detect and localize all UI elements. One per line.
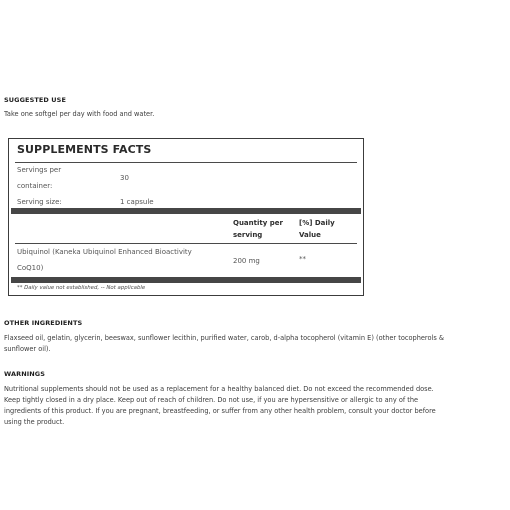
column-header-quantity-line1: Quantity per bbox=[233, 219, 283, 227]
suggested-use-text: Take one softgel per day with food and water. bbox=[4, 110, 155, 118]
serving-size-label: Serving size: bbox=[17, 198, 62, 206]
facts-thick-divider-bottom bbox=[11, 277, 361, 283]
servings-value: 30 bbox=[120, 174, 129, 182]
ingredient-quantity: 200 mg bbox=[233, 257, 260, 265]
other-ingredients-line1: Flaxseed oil, gelatin, glycerin, beeswax, sunflower lecithin, purified water, carob, d-alpha tocopherol (vitamin E) (other tocopherols & bbox=[4, 334, 445, 342]
warnings-line1: Nutritional supplements should not be used as a replacement for a healthy balanced diet. Do not exceed the recommended dose. bbox=[4, 385, 434, 393]
facts-thick-divider-top bbox=[11, 208, 361, 214]
other-ingredients-heading: OTHER INGREDIENTS bbox=[4, 319, 83, 327]
warnings-line3: ingredients of this product. If you are pregnant, breastfeeding, or suffer from any other health problem, consult your doctor before bbox=[4, 407, 436, 415]
facts-title-divider bbox=[15, 162, 357, 163]
supplement-facts-title: SUPPLEMENTS FACTS bbox=[17, 143, 152, 156]
facts-footnote: ** Daily value not established, -- Not applicable bbox=[17, 285, 146, 291]
serving-size-value: 1 capsule bbox=[120, 198, 154, 206]
column-header-daily-line1: [%] Daily bbox=[299, 219, 335, 227]
suggested-use-heading: SUGGESTED USE bbox=[4, 96, 66, 104]
warnings-line4: using the product. bbox=[4, 418, 65, 426]
servings-label-line2: container: bbox=[17, 182, 53, 190]
facts-header-divider bbox=[15, 243, 357, 244]
warnings-line2: Keep tightly closed in a dry place. Keep out of reach of children. Do not use, if you are hypersensitive or allergic to any of the bbox=[4, 396, 419, 404]
ingredient-name-line2: CoQ10) bbox=[17, 264, 44, 272]
column-header-quantity-line2: serving bbox=[233, 231, 263, 239]
column-header-daily-line2: Value bbox=[299, 231, 321, 239]
supplement-facts-panel bbox=[8, 138, 364, 296]
other-ingredients-line2: sunflower oil). bbox=[4, 345, 51, 353]
warnings-heading: WARNINGS bbox=[4, 370, 46, 378]
ingredient-daily-value: ** bbox=[299, 255, 306, 263]
ingredient-name-line1: Ubiquinol (Kaneka Ubiquinol Enhanced Bioactivity bbox=[17, 248, 192, 256]
servings-label-line1: Servings per bbox=[17, 166, 62, 174]
